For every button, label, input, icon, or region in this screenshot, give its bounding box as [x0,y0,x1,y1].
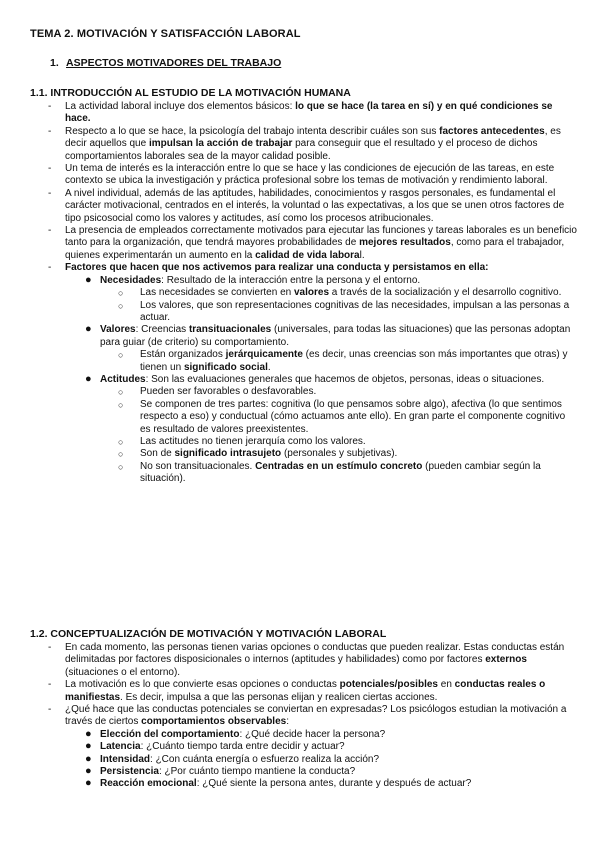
list-item: - Factores que hacen que nos activemos para realizar una conducta y persistamos en ella: [48,262,489,274]
factor-item-valores: ● Valores: Creencias transituacionales (universales, para todas las situaciones) que las personas adoptan para guiar (de criterio) su comportamiento. [85,323,571,348]
factor-item-necesidades: ● Necesidades: Resultado de la interacción entre la persona y el entorno. [85,273,421,286]
sub-list-item: ○ Pueden ser favorables o desfavorables. [118,386,317,398]
behavior-item: ● Reacción emocional: ¿Qué siente la persona antes, durante y después de actuar? [85,777,472,790]
list-item: - La actividad laboral incluye dos elementos básicos: lo que se hace (la tarea en sí) y en qué condiciones se hace. [48,101,553,125]
list-item: - Respecto a lo que se hace, la psicología del trabajo intenta describir cuáles son sus factores antecedentes, es decir aquellos que impulsan la acción de trabajar para conseguir que el resultado y el proceso de dichos comportamientos laborales sea de la mayor calidad posible. [48,125,561,162]
behavior-item: ● Persistencia: ¿Por cuánto tiempo mantiene la conducta? [85,765,356,778]
sub-list-item: ○ Son de significado intrasujeto (personales y subjetivas). [118,448,398,460]
list-item: - En cada momento, las personas tienen varias opciones o conductas que pueden realizar. Estas conductas están delimitadas por factores disposicionales o internos (aptitudes y habilidades) como por factores externos (situaciones o el entorno). [48,642,565,678]
list-item: - La motivación es lo que convierte esas opciones o conductas potenciales/posibles en conductas reales o manifiestas. Es decir, impulsa a que las personas elijan y realicen ciertas acciones. [48,679,546,703]
subsection-heading-2: 1.2. CONCEPTUALIZACIÓN DE MOTIVACIÓN Y MOTIVACIÓN LABORAL [30,628,387,640]
section-heading [50,57,281,69]
sub-list-item: ○ Se componen de tres partes: cognitiva (lo que pensamos sobre algo), afectiva (lo que sentimos respecto a eso) y conductual (cómo actuamos ante ello). En gran parte el componente cognitivo es resultado de valores preexistentes. [118,398,566,435]
list-item: - Un tema de interés es la interacción entre lo que se hace y las condiciones de ejecución de las tareas, en este contexto se ubica la investigación y práctica profesional sobre los temas de motivación y rendimiento laboral. [48,163,555,187]
behavior-item: ● Latencia: ¿Cuánto tiempo tarda entre decidir y actuar? [85,740,345,753]
list-item: - La presencia de empleados correctamente motivados para ejecutar las funciones y tareas laborales es un beneficio tanto para la organización, que tendrá mayores probabilidades de mejores resultados, como para el trabajador, quienes experimentarán un aumento en la calidad de vida laboral. [48,225,577,261]
section-number: 1. [50,57,59,69]
sub-list-item: ○ Las necesidades se convierten en valores a través de la socialización y el desarrollo cognitivo. [118,287,562,299]
behavior-item: ● Elección del comportamiento: ¿Qué decide hacer la persona? [85,727,386,740]
document-title: TEMA 2. MOTIVACIÓN Y SATISFACCIÓN LABORAL [30,28,301,40]
section-title: ASPECTOS MOTIVADORES DEL TRABAJO [66,57,282,69]
sub-list-item: ○ Las actitudes no tienen jerarquía como los valores. [118,435,366,447]
list-item: - A nivel individual, además de las aptitudes, habilidades, conocimientos y rasgos personales, es fundamental el carácter motivacional, centrados en el interés, la voluntad o las expectativas, a los que se unen otros factores de tipo psicosocial como los valores y actitudes, así como los procesos atribucionales. [48,187,565,224]
factor-item-actitudes: ● Actitudes: Son las evaluaciones generales que hacemos de objetos, personas, ideas o situaciones. [85,372,545,385]
subsection-2-body [30,642,578,791]
sub-list-item: ○ Los valores, que son representaciones cognitivas de las necesidades, impulsan a las personas a actuar. [118,299,570,323]
subsection-heading-1: 1.1. INTRODUCCIÓN AL ESTUDIO DE LA MOTIVACIÓN HUMANA [30,87,351,99]
behavior-item: ● Intensidad: ¿Con cuánta energía o esfuerzo realiza la acción? [85,752,380,765]
sub-list-item: ○ Están organizados jerárquicamente (es decir, unas creencias son más importantes que otras) y tienen un significado social. [118,349,568,373]
list-item: - ¿Qué hace que las conductas potenciales se conviertan en expresadas? Los psicólogos estudian la motivación a través de ciertos comportamientos observables: [48,704,567,728]
subsection-1-body [30,101,578,486]
sub-list-item: ○ No son transituacionales. Centradas en un estímulo concreto (pueden cambiar según la situación). [118,460,541,485]
